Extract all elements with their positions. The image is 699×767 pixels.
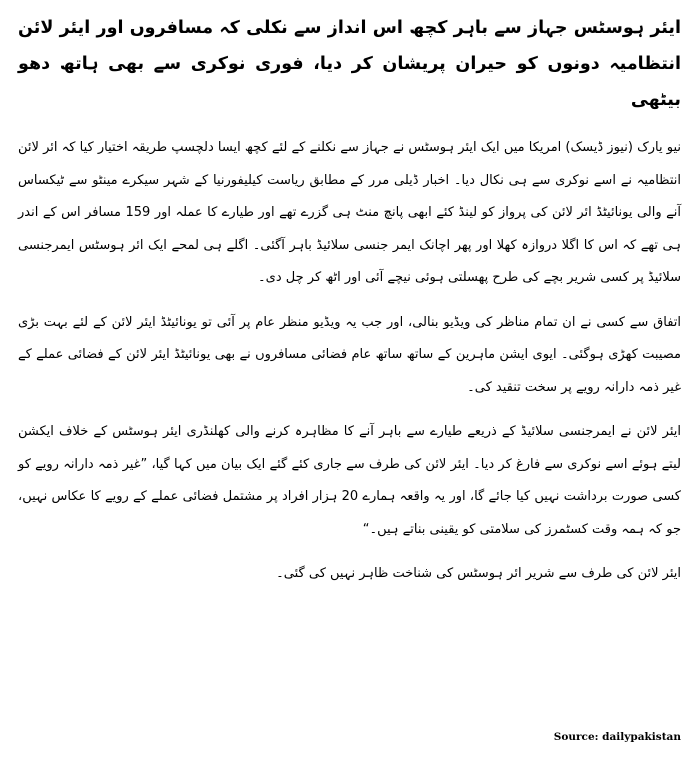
source-credit: Source: dailypakistan	[553, 731, 681, 743]
article-paragraph-1: نیو یارک (نیوز ڈیسک) امریکا میں ایک ایئر ہوسٹس نے جہاز سے نکلنے کے لئے کچھ ایسا دلچسپ طریقہ اختیار کیا کہ ائر لائن انتظامیہ نے اسے نوکری سے ہی نکال دیا۔ اخبار ڈیلی مرر کے مطابق ریاست کیلیفورنیا کے شہر سیکرے مینٹو سے ٹیکساس آنے والی یونائیٹڈ ائر لائن کی پرواز کو لینڈ کئے ابھی پانچ منٹ ہی گزرے تھے اور طیارے کا عملہ اور 159 مسافر اس کے اندر ہی تھے کہ اس کا اگلا دروازہ کھلا اور پھر اچانک ایمر جنسی سلائیڈ باہر آگئی۔ اگلے ہی لمحے ایک ائر ہوسٹس ایمرجنسی سلائیڈ پر کسی شریر بچے کی طرح پھسلتی ہوئی نیچے آئی اور اٹھ کر چل دی۔	[18, 140, 681, 285]
article-paragraph-4: ایئر لائن کی طرف سے شریر ائر ہوسٹس کی شناخت ظاہر نہیں کی گئی۔	[276, 566, 681, 581]
article-paragraph-3: ایئر لائن نے ایمرجنسی سلائیڈ کے ذریعے طیارے سے باہر آنے کا مظاہرہ کرنے والی کھلنڈری ایئر ہوسٹس کے خلاف ایکشن لیتے ہوئے اسے نوکری سے فارغ کر دیا۔ ایئر لائن کی طرف سے جاری کئے گئے ایک بیان میں کہا گیا، ”غیر ذمہ دارانہ رویے کو کسی صورت برداشت نہیں کیا جائے گا، اور یہ واقعہ ہمارے 20 ہزار افراد پر مشتمل فضائی عملے کے رویے کا عکاس نہیں، جو کہ ہمہ وقت کسٹمرز کی سلامتی کو یقینی بناتے ہیں۔“	[18, 424, 681, 537]
article-headline: ایئر ہوسٹس جہاز سے باہر کچھ اس انداز سے نکلی کہ مسافروں اور ایئر لائن انتظامیہ دونوں کو حیران پریشان کر دیا، فوری نوکری سے بھی ہاتھ دھو بیٹھی	[18, 18, 681, 110]
article-paragraph-2: اتفاق سے کسی نے ان تمام مناظر کی ویڈیو بنالی، اور جب یہ ویڈیو منظر عام پر آئی تو یونائیٹڈ ایئر لائن کے لئے بہت بڑی مصیبت کھڑی ہوگئی۔ ایوی ایشن ماہرین کے ساتھ ساتھ عام فضائی مسافروں نے بھی یونائیٹڈ ایئر لائن کے فضائی عملے کے غیر ذمہ دارانہ رویے پر سخت تنقید کی۔	[18, 314, 681, 395]
article-body	[18, 10, 681, 603]
